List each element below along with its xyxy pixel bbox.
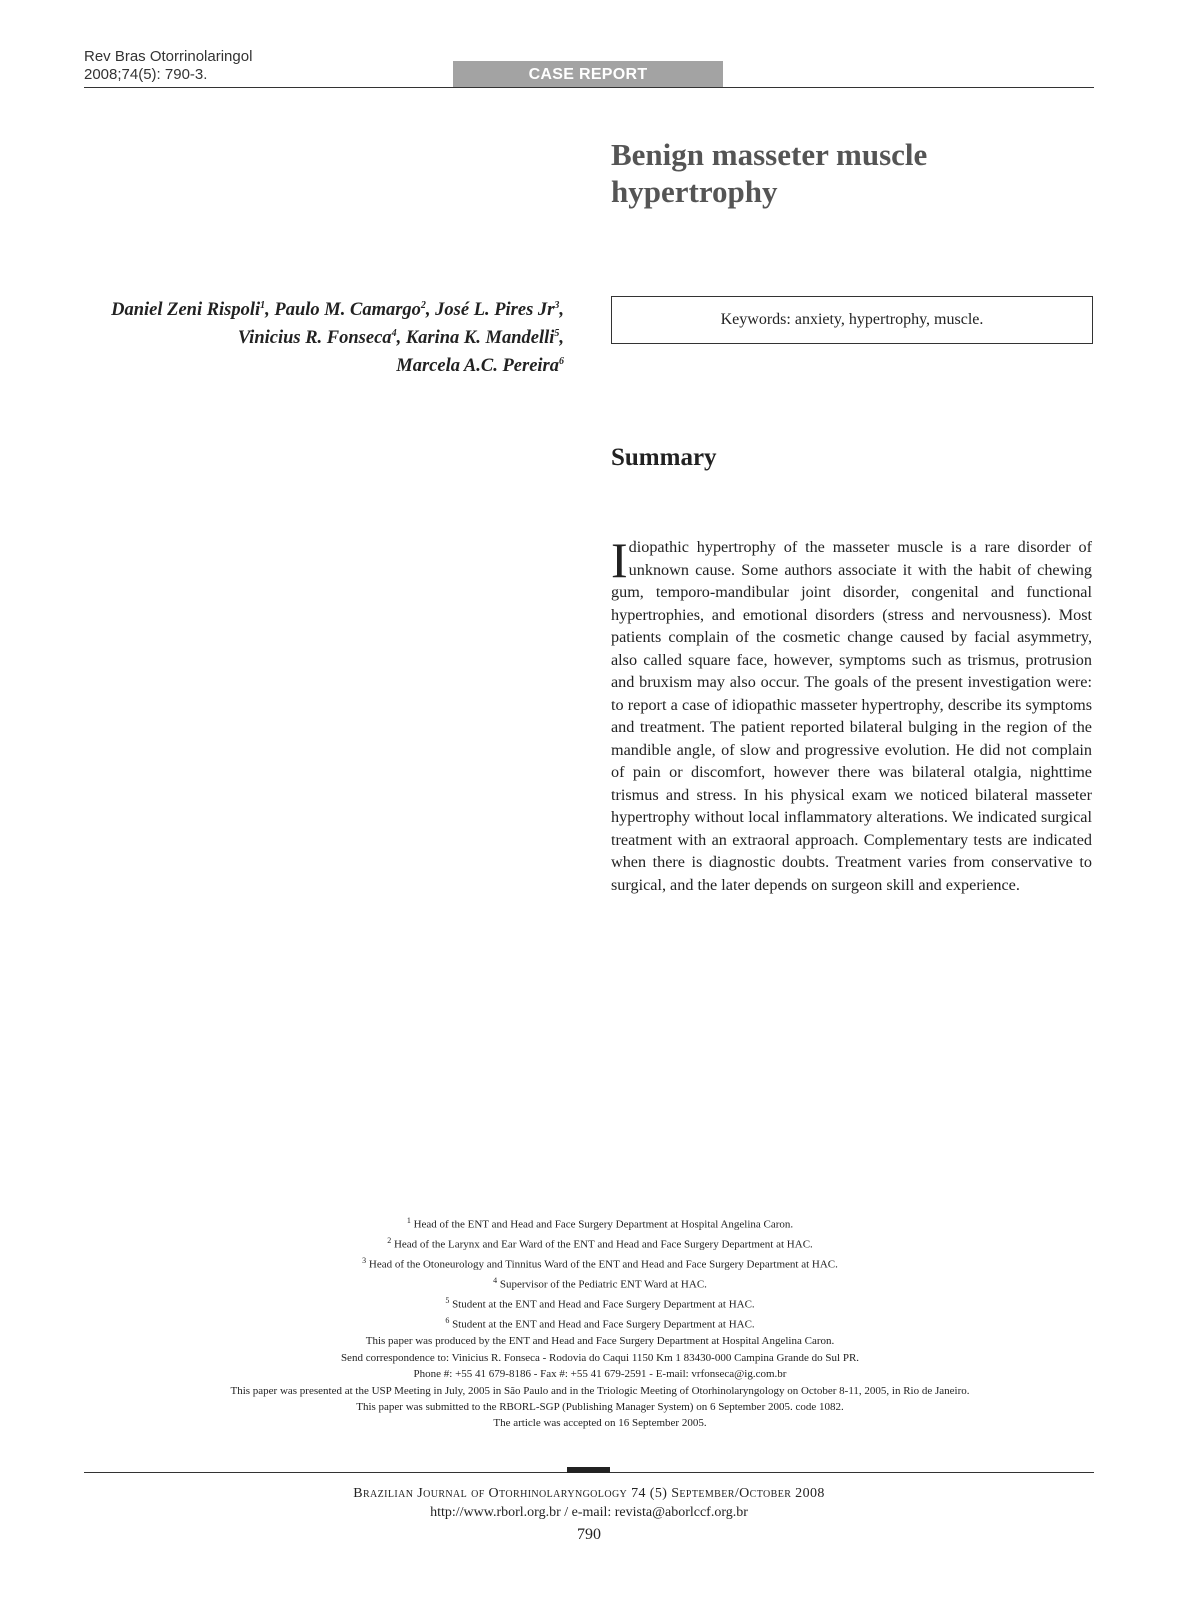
note-sup: 5 bbox=[445, 1296, 450, 1306]
affiliation-note bbox=[70, 1253, 1130, 1273]
presented-note: This paper was presented at the USP Meeting in July, 2005 in São Paulo and in the Triologic Meeting of Otorhinolaryngology on October 8-11, 2005, in Rio de Janeiro. bbox=[230, 1384, 970, 1397]
journal-citation bbox=[84, 48, 252, 84]
keywords-box: Keywords: anxiety, hypertrophy, muscle. bbox=[611, 296, 1093, 344]
author-sup: 4 bbox=[391, 328, 397, 340]
author-list: Daniel Zeni Rispoli$^1$, Paulo M. Camargo$^2$, José L. Pires Jr$^3$, Vinicius R. Fonseca$^4$, Karina K. Mandelli$^5$, Marcela A.C. Pereira$^6$ bbox=[111, 300, 564, 377]
author: José L. Pires Jr bbox=[435, 300, 555, 321]
journal-volume: 2008;74(5): 790-3. bbox=[84, 66, 208, 83]
author: Vinicius R. Fonseca bbox=[237, 328, 392, 349]
note-sup: 1 bbox=[406, 1216, 411, 1225]
submitted-note: This paper was submitted to the RBORL-SGP (Publishing Manager System) on 6 September 2005. code 1082. bbox=[356, 1401, 844, 1413]
footnotes bbox=[70, 1213, 1130, 1432]
abstract bbox=[611, 532, 1092, 896]
note-sup: 2 bbox=[387, 1236, 392, 1246]
note-sup: 6 bbox=[445, 1316, 450, 1326]
affiliation-note bbox=[70, 1313, 1130, 1333]
produced-note: This paper was produced by the ENT and Head and Face Surgery Department at Hospital Angelina Caron. bbox=[365, 1335, 835, 1348]
author: Marcela A.C. Pereira bbox=[396, 356, 559, 377]
title-line-1: Benign masseter muscle bbox=[611, 137, 928, 172]
correspondence-note: Send correspondence to: Vinicius R. Fonseca - Rodovia do Caqui 1150 Km 1 83430-000 Campina Grande do Sul PR. bbox=[340, 1351, 860, 1364]
footer-divider-mark bbox=[567, 1467, 610, 1473]
affiliation-note bbox=[70, 1213, 1130, 1233]
abstract-text: diopathic hypertrophy of the masseter muscle is a rare disorder of unknown cause. Some authors associate it with the habit of chewing gum, temporo-mandibular joint disorder, congenital and functional hypertrophies, and emotional disorders (stress and nervousness). Most patients complain of the cosmetic change caused by facial asymmetry, also called square face, however, symptoms such as trismus, protrusion and bruxism may also occur. The goals of the present investigation were: to report a case of idiopathic masseter hypertrophy, describe its symptoms and treatment. The patient reported bilateral bulging in the region of the mandible angle, of slow and progressive evolution. He did not complain of pain or discomfort, however there was bilateral otalgia, nighttime trismus and stress. In his physical exam we noticed bilateral masseter hypertrophy without local inflammatory alterations. We indicated surgical treatment with an extraoral approach. Complementary tests are indicated when there is diagnostic doubts. Treatment varies from conservative to surgical, and the later depends on surgeon skill and experience. bbox=[611, 538, 1092, 894]
footer-contact: http://www.rborl.org.br / e-mail: revista@aborlccf.org.br bbox=[430, 1505, 748, 1520]
journal-name: Rev Bras Otorrinolaringol bbox=[84, 48, 253, 65]
note-sup: 4 bbox=[493, 1276, 498, 1286]
author-sup: 1 bbox=[260, 300, 266, 311]
accepted-note: The article was accepted on 16 September 2005. bbox=[493, 1417, 707, 1430]
section-tag: CASE REPORT bbox=[453, 61, 723, 88]
note-text: Student at the ENT and Head and Face Surgery Department at HAC. bbox=[452, 1318, 755, 1331]
affiliation-note bbox=[70, 1233, 1130, 1253]
note-text: Head of the Otoneurology and Tinnitus Ward of the ENT and Head and Face Surgery Department at HAC. bbox=[368, 1258, 838, 1271]
abstract-dropcap: I bbox=[611, 532, 628, 588]
footer-journal: Brazilian Journal of Otorhinolaryngology 74 (5) September/October 2008 bbox=[353, 1486, 825, 1501]
note-text: Head of the ENT and Head and Face Surgery Department at Hospital Angelina Caron. bbox=[413, 1218, 794, 1231]
affiliation-note bbox=[70, 1293, 1130, 1313]
phone-note: Phone #: +55 41 679-8186 - Fax #: +55 41 679-2591 - E-mail: vrfonseca@ig.com.br bbox=[413, 1368, 787, 1381]
title-line-2: hypertrophy bbox=[611, 174, 778, 209]
article-title bbox=[611, 136, 1081, 210]
header-divider bbox=[84, 87, 1094, 88]
summary-heading: Summary bbox=[611, 444, 717, 471]
author-sup: 2 bbox=[420, 300, 426, 311]
author-sup: 6 bbox=[559, 356, 564, 368]
note-text: Student at the ENT and Head and Face Surgery Department at HAC. bbox=[452, 1298, 755, 1311]
author-sup: 3 bbox=[554, 300, 560, 311]
note-text: Head of the Larynx and Ear Ward of the ENT and Head and Face Surgery Department at HAC. bbox=[393, 1238, 813, 1251]
note-text: Supervisor of the Pediatric ENT Ward at HAC. bbox=[499, 1278, 707, 1291]
author: Paulo M. Camargo bbox=[274, 300, 421, 321]
affiliation-note bbox=[70, 1273, 1130, 1293]
author: Daniel Zeni Rispoli bbox=[111, 300, 261, 321]
author-sup: 5 bbox=[554, 328, 560, 340]
note-sup: 3 bbox=[362, 1256, 367, 1266]
author: Karina K. Mandelli bbox=[405, 328, 555, 349]
page-number: 790 bbox=[577, 1526, 601, 1543]
